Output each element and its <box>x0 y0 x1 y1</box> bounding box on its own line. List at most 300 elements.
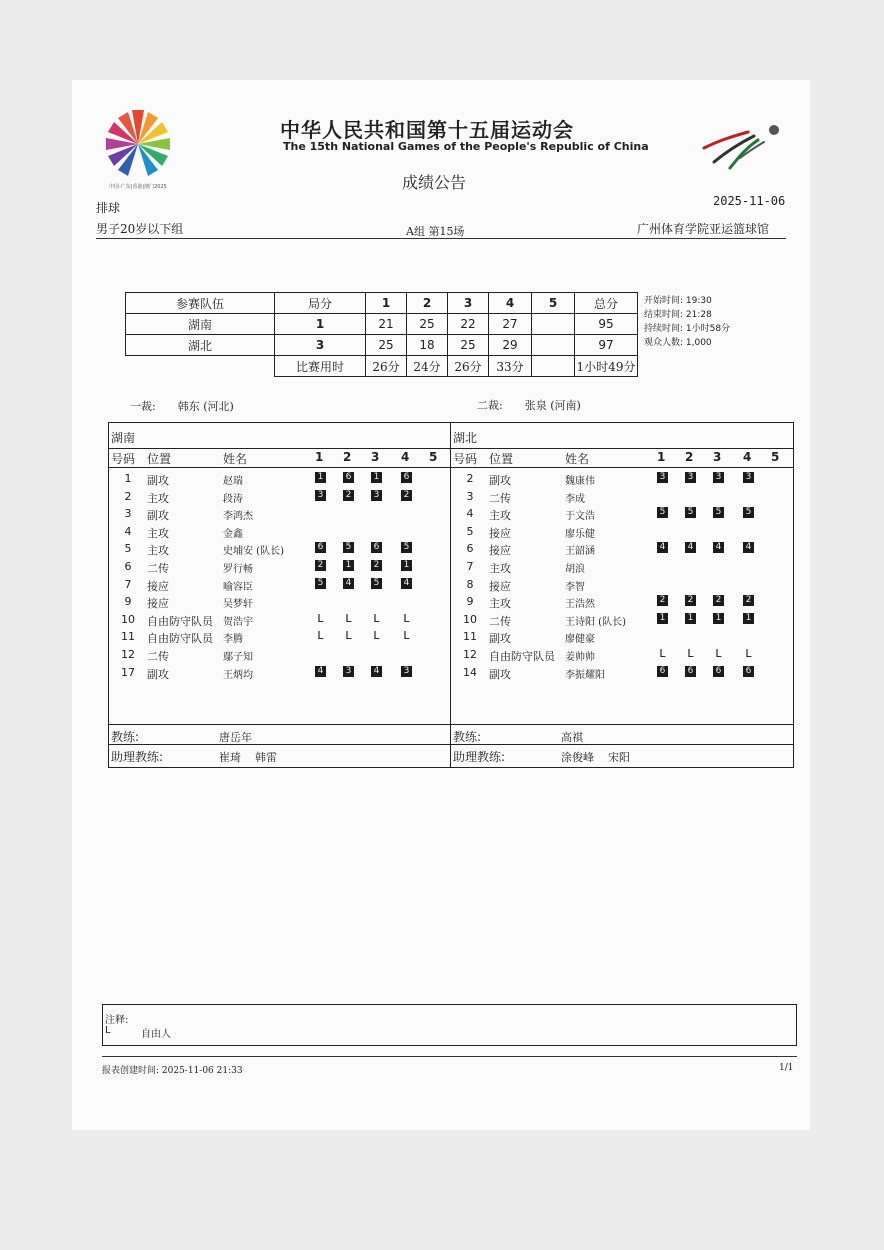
player-number: 9 <box>466 595 474 609</box>
rotation-position <box>771 560 782 571</box>
rotation-position: L <box>317 611 324 625</box>
second-referee-label: 二裁: <box>477 399 503 412</box>
score-row <box>126 314 638 335</box>
rotation-position <box>771 525 782 536</box>
total-duration: 1小时49分 <box>575 356 638 377</box>
set-score <box>532 335 575 356</box>
rotation-position <box>771 613 782 624</box>
rotation-position: 4 <box>371 666 382 677</box>
legend-symbol: L <box>105 1025 111 1036</box>
first-referee-label: 一裁: <box>130 400 156 413</box>
rotation-position: 6 <box>685 666 696 677</box>
player-name: 罗行畅 <box>223 564 253 575</box>
score-header: 总分 <box>575 293 638 314</box>
player-number: 4 <box>466 507 474 521</box>
player-row <box>451 612 792 629</box>
page-title: 成绩公告 <box>402 173 467 192</box>
rotation-position: 3 <box>371 490 382 501</box>
player-number: 12 <box>121 648 135 661</box>
rotation-position <box>429 666 440 677</box>
rotation-position <box>343 595 354 606</box>
player-number: 2 <box>466 472 474 485</box>
rotation-position: 4 <box>743 542 754 553</box>
player-name: 李振耀阳 <box>565 669 605 681</box>
player-position: 二传 <box>147 650 169 663</box>
duration-row <box>126 356 638 377</box>
rotation-position: L <box>317 629 324 643</box>
rotation-position <box>743 578 754 589</box>
set-score: 27 <box>489 314 532 335</box>
player-row <box>451 541 792 558</box>
player-name: 王韶涵 <box>565 546 595 558</box>
player-name: 于文浩 <box>565 511 595 523</box>
player-name: 李鸿杰 <box>223 511 253 523</box>
rotation-position <box>713 560 724 571</box>
rotation-position <box>743 525 754 536</box>
rotation-position <box>685 630 696 641</box>
player-number: 12 <box>463 648 477 661</box>
player-position: 主攻 <box>147 544 169 558</box>
col-set: 1 <box>315 450 324 464</box>
player-row <box>109 665 450 682</box>
rotation-position: L <box>373 611 380 625</box>
rotation-position <box>315 525 326 536</box>
home-roster <box>109 423 450 767</box>
rotation-position: 1 <box>315 472 326 483</box>
player-row <box>109 489 450 506</box>
rotation-position <box>657 525 668 536</box>
player-name: 廖乐健 <box>565 528 595 540</box>
player-row <box>109 524 450 541</box>
player-number: 2 <box>124 489 132 503</box>
player-position: 自由防守队员 <box>147 614 213 628</box>
col-set: 2 <box>343 450 352 464</box>
rotation-position <box>685 525 696 536</box>
rotation-position <box>429 472 440 483</box>
rotation-position <box>771 490 782 501</box>
player-row <box>109 629 450 646</box>
player-name: 赵瑞 <box>223 476 243 487</box>
rotation-position <box>429 630 440 641</box>
venue-label: 广州体育学院亚运篮球馆 <box>637 222 770 236</box>
player-row <box>109 594 450 611</box>
player-position: 自由防守队员 <box>489 650 555 663</box>
player-position: 副攻 <box>489 632 511 646</box>
player-row <box>451 629 792 646</box>
col-position: 位置 <box>147 452 172 466</box>
rotation-position: L <box>345 629 352 643</box>
group-label: 男子20岁以下组 <box>96 222 184 236</box>
col-number: 号码 <box>111 452 136 466</box>
player-row <box>451 647 792 664</box>
score-header: 4 <box>489 293 532 314</box>
rotation-position: L <box>403 611 410 625</box>
rotation-position: 3 <box>743 472 754 483</box>
footer-divider <box>102 1056 797 1057</box>
rotation-position: 4 <box>713 542 724 553</box>
player-number: 11 <box>121 630 135 644</box>
rotation-position <box>771 595 782 606</box>
assistant-names: 崔琦 韩雷 <box>219 751 277 764</box>
attendance: 观众人数: 1,000 <box>644 338 712 348</box>
rotation-position <box>315 595 326 606</box>
player-row <box>451 594 792 611</box>
sets-won: 3 <box>275 335 366 356</box>
assistant-label: 助理教练: <box>453 750 506 764</box>
set-duration: 33分 <box>489 356 532 377</box>
player-position: 二传 <box>489 614 511 628</box>
player-row <box>451 577 792 594</box>
rotation-position: 3 <box>343 666 354 677</box>
rotation-position <box>657 560 668 571</box>
rotation-position <box>343 648 354 659</box>
player-row <box>109 471 450 488</box>
set-score: 29 <box>489 335 532 356</box>
rotation-position: 6 <box>743 666 754 677</box>
rotation-position <box>771 648 782 659</box>
player-row <box>109 541 450 558</box>
player-position: 接应 <box>147 597 169 611</box>
rotation-position: 2 <box>343 490 354 501</box>
set-score: 25 <box>448 335 489 356</box>
player-position: 自由防守队员 <box>147 632 213 646</box>
notes-box <box>102 1004 797 1046</box>
player-position: 主攻 <box>489 597 511 611</box>
player-number: 5 <box>466 524 474 538</box>
rotation-position <box>429 560 440 571</box>
coach-label: 教练: <box>453 730 482 744</box>
player-name: 廖健豪 <box>565 634 595 646</box>
set-score: 18 <box>407 335 448 356</box>
rotation-position <box>429 595 440 606</box>
team-name: 湖北 <box>126 335 275 356</box>
player-row <box>109 612 450 629</box>
player-number: 7 <box>124 577 132 591</box>
rotation-position <box>771 578 782 589</box>
rotation-position: 5 <box>371 578 382 589</box>
header-divider <box>96 238 786 239</box>
score-header: 1 <box>366 293 407 314</box>
logo-caption: 中国·广东|香港|澳门2025 <box>109 184 167 190</box>
player-row <box>109 577 450 594</box>
score-header: 3 <box>448 293 489 314</box>
rotation-position <box>429 542 440 553</box>
rotation-position: 3 <box>657 472 668 483</box>
rotation-position: L <box>687 647 694 660</box>
score-header: 2 <box>407 293 448 314</box>
col-set: 1 <box>657 450 666 464</box>
player-row <box>451 559 792 576</box>
player-name: 李成 <box>565 493 585 505</box>
rotation-position: 2 <box>657 595 668 606</box>
rotation-position <box>685 578 696 589</box>
set-duration: 24分 <box>407 356 448 377</box>
player-position: 主攻 <box>489 562 511 575</box>
player-position: 副攻 <box>147 509 169 523</box>
player-row <box>109 647 450 664</box>
rotation-position: 6 <box>401 472 412 483</box>
player-name: 李腾 <box>223 634 243 646</box>
player-position: 副攻 <box>147 474 169 487</box>
score-header: 参赛队伍 <box>126 293 275 314</box>
rotation-position <box>657 578 668 589</box>
rotation-position: 5 <box>685 507 696 518</box>
rotation-position <box>713 525 724 536</box>
player-name: 李智 <box>565 581 585 593</box>
team-name: 湖南 <box>126 314 275 335</box>
rotation-position <box>401 595 412 606</box>
rotation-position <box>429 648 440 659</box>
rotation-position: 3 <box>315 490 326 501</box>
rotation-position: 1 <box>657 613 668 624</box>
rotation-position <box>713 578 724 589</box>
rotation-position: 4 <box>315 666 326 677</box>
rotation-position <box>657 490 668 501</box>
player-number: 1 <box>124 472 132 485</box>
rotation-position: 1 <box>713 613 724 624</box>
result-sheet <box>72 80 810 1130</box>
total-score: 97 <box>575 335 638 356</box>
total-score: 95 <box>575 314 638 335</box>
rotation-position: 6 <box>371 542 382 553</box>
player-position: 二传 <box>489 491 511 505</box>
rotation-position: 4 <box>401 578 412 589</box>
col-set: 4 <box>401 450 410 464</box>
legend-text: 自由人 <box>141 1029 171 1040</box>
rotation-position: L <box>659 647 666 660</box>
games-title-cn: 中华人民共和国第十五届运动会 <box>280 118 574 142</box>
player-position: 接应 <box>147 579 169 593</box>
rotation-position: 4 <box>657 542 668 553</box>
rotation-position <box>743 490 754 501</box>
player-name: 段涛 <box>223 493 243 505</box>
rotation-position: 5 <box>315 578 326 589</box>
second-referee-name: 张泉 (河南) <box>524 399 581 412</box>
player-name: 胡浪 <box>565 564 585 575</box>
rotation-position <box>315 507 326 518</box>
player-position: 主攻 <box>147 526 169 540</box>
roster-team-name: 湖北 <box>453 431 478 445</box>
col-set: 5 <box>429 450 438 464</box>
player-number: 14 <box>463 665 477 679</box>
rotation-position: 5 <box>713 507 724 518</box>
rotation-position <box>685 490 696 501</box>
player-position: 接应 <box>489 579 511 593</box>
rotation-position <box>429 507 440 518</box>
notes-label: 注释: <box>105 1015 129 1026</box>
player-number: 7 <box>466 560 474 573</box>
rotation-position: 2 <box>685 595 696 606</box>
roster-section <box>108 422 794 768</box>
rotation-position <box>771 507 782 518</box>
rotation-position <box>713 630 724 641</box>
rotation-position: L <box>715 647 722 660</box>
rotation-position: 4 <box>685 542 696 553</box>
player-row <box>451 471 792 488</box>
rotation-position: 1 <box>685 613 696 624</box>
rotation-position: 5 <box>401 542 412 553</box>
coach-label: 教练: <box>111 730 140 744</box>
set-duration: 26分 <box>448 356 489 377</box>
first-referee <box>130 398 234 414</box>
rotation-position: L <box>373 629 380 643</box>
player-number: 5 <box>124 542 132 556</box>
rotation-position: 3 <box>685 472 696 483</box>
match-label: A组 第15场 <box>406 225 465 238</box>
col-number: 号码 <box>453 452 478 466</box>
rotation-position: 6 <box>713 666 724 677</box>
player-row <box>109 506 450 523</box>
rotation-position <box>371 595 382 606</box>
page-number: 1/1 <box>779 1063 794 1073</box>
rotation-position: L <box>403 629 410 643</box>
player-name: 鄢子知 <box>223 652 253 663</box>
player-row <box>109 559 450 576</box>
player-position: 主攻 <box>489 509 511 523</box>
player-position: 接应 <box>489 526 511 540</box>
rotation-position <box>371 525 382 536</box>
rotation-position: 5 <box>657 507 668 518</box>
score-header: 5 <box>532 293 575 314</box>
rotation-position <box>429 490 440 501</box>
coach-name: 唐岳年 <box>219 731 252 744</box>
volleyball-pictogram-icon <box>700 118 786 174</box>
rotation-position <box>743 560 754 571</box>
rotation-position <box>371 648 382 659</box>
player-number: 10 <box>463 612 477 626</box>
player-row <box>451 524 792 541</box>
col-name: 姓名 <box>223 452 248 466</box>
rotation-position <box>429 613 440 624</box>
rotation-position: 2 <box>743 595 754 606</box>
player-name: 王诗阳 (队长) <box>565 616 626 628</box>
rotation-position <box>685 560 696 571</box>
rotation-position <box>657 630 668 641</box>
set-duration <box>532 356 575 377</box>
rotation-position <box>771 630 782 641</box>
rotation-position <box>429 578 440 589</box>
rotation-position: 2 <box>713 595 724 606</box>
player-row <box>451 506 792 523</box>
player-name: 魏康伟 <box>565 476 595 487</box>
player-number: 17 <box>121 665 135 679</box>
rotation-position: 2 <box>315 560 326 571</box>
rotation-position <box>771 472 782 483</box>
col-set: 3 <box>371 450 380 464</box>
col-set: 4 <box>743 450 752 464</box>
player-position: 副攻 <box>147 667 169 681</box>
player-name: 吴梦轩 <box>223 599 253 611</box>
col-set: 2 <box>685 450 694 464</box>
player-number: 6 <box>466 542 474 556</box>
set-duration: 26分 <box>366 356 407 377</box>
player-number: 6 <box>124 560 132 573</box>
player-name: 史埔安 (队长) <box>223 546 284 558</box>
player-name: 贺浩宇 <box>223 616 253 628</box>
rotation-position <box>401 525 412 536</box>
second-referee <box>477 397 581 413</box>
coach-name: 高祺 <box>561 731 583 744</box>
player-position: 副攻 <box>489 667 511 681</box>
rotation-position: L <box>745 647 752 660</box>
player-name: 王炳均 <box>223 669 253 681</box>
rotation-position <box>401 507 412 518</box>
rotation-position: 1 <box>401 560 412 571</box>
col-name: 姓名 <box>565 452 590 466</box>
sport-label: 排球 <box>96 201 121 215</box>
rotation-position <box>401 648 412 659</box>
rotation-position <box>771 666 782 677</box>
assistant-label: 助理教练: <box>111 750 164 764</box>
set-score: 25 <box>366 335 407 356</box>
col-set: 5 <box>771 450 780 464</box>
start-time: 开始时间: 19:30 <box>644 296 712 306</box>
rotation-position <box>713 490 724 501</box>
sets-won: 1 <box>275 314 366 335</box>
away-roster <box>451 423 792 767</box>
empty-cell <box>126 356 275 377</box>
rotation-position <box>771 542 782 553</box>
player-number: 4 <box>124 524 132 538</box>
rotation-position <box>315 648 326 659</box>
report-date: 2025-11-06 <box>713 194 786 208</box>
col-position: 位置 <box>489 452 514 466</box>
rotation-position: 4 <box>343 578 354 589</box>
rotation-position <box>429 525 440 536</box>
rotation-position: 6 <box>343 472 354 483</box>
rotation-position: 5 <box>743 507 754 518</box>
games-logo-icon <box>99 102 177 192</box>
end-time: 结束时间: 21:28 <box>644 310 712 320</box>
rotation-position: 6 <box>315 542 326 553</box>
player-name: 姜帅帅 <box>565 652 595 663</box>
rotation-position <box>743 630 754 641</box>
roster-team-name: 湖南 <box>111 431 136 445</box>
score-header: 局分 <box>275 293 366 314</box>
player-number: 8 <box>466 577 474 591</box>
rotation-position: 3 <box>401 666 412 677</box>
player-number: 3 <box>124 507 132 521</box>
player-position: 二传 <box>147 562 169 575</box>
set-score <box>532 314 575 335</box>
player-position: 接应 <box>489 544 511 558</box>
player-name: 金鑫 <box>223 528 243 540</box>
player-number: 3 <box>466 489 474 503</box>
duration-label: 比赛用时 <box>275 356 366 377</box>
match-info <box>644 294 730 350</box>
rotation-position: L <box>345 611 352 625</box>
rotation-position: 1 <box>743 613 754 624</box>
player-name: 王浩然 <box>565 599 595 611</box>
col-set: 3 <box>713 450 722 464</box>
player-name: 喻容臣 <box>223 581 253 593</box>
set-score: 22 <box>448 314 489 335</box>
rotation-position: 2 <box>371 560 382 571</box>
player-number: 11 <box>463 630 477 644</box>
rotation-position: 3 <box>713 472 724 483</box>
rotation-position: 1 <box>371 472 382 483</box>
rotation-position: 1 <box>343 560 354 571</box>
match-duration: 持续时间: 1小时58分 <box>644 324 731 334</box>
player-number: 9 <box>124 595 132 609</box>
player-position: 副攻 <box>489 474 511 487</box>
player-row <box>451 665 792 682</box>
created-timestamp: 报表创建时间: 2025-11-06 21:33 <box>102 1066 243 1076</box>
score-row <box>126 335 638 356</box>
assistant-names: 涂俊峰 宋阳 <box>561 751 630 764</box>
games-title-en: The 15th National Games of the People's Republic of China <box>283 140 649 153</box>
player-row <box>451 489 792 506</box>
